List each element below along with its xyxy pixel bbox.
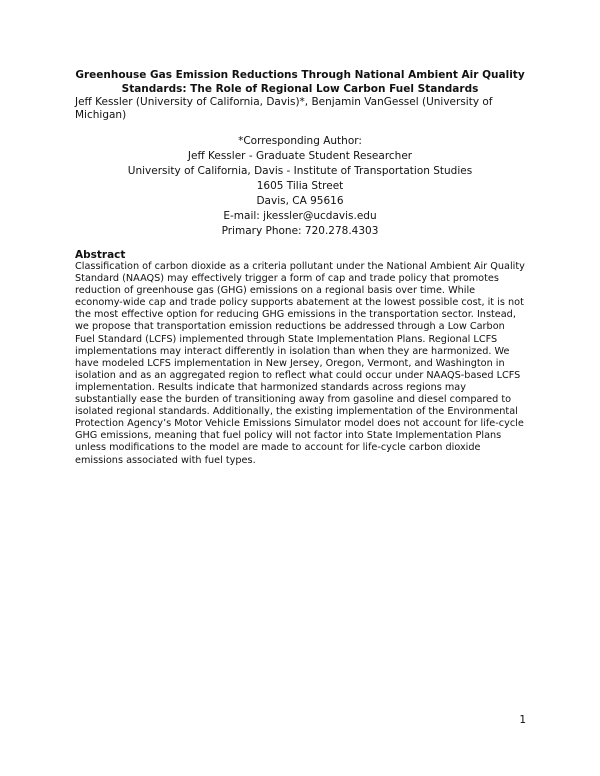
- corresponding-author-heading: *Corresponding Author:: [238, 135, 362, 147]
- street-address: 1605 Tilia Street: [256, 180, 344, 192]
- author-name-role: Jeff Kessler - Graduate Student Researcher: [187, 150, 413, 162]
- corresponding-author-block: [75, 134, 525, 239]
- author-affiliation: University of California, Davis - Institute of Transportation Studies: [127, 165, 473, 177]
- abstract-heading: Abstract: [75, 249, 126, 261]
- author-list: Jeff Kessler (University of California, Davis)*, Benjamin VanGessel (University of Michigan): [75, 96, 493, 121]
- page-number: 1: [519, 714, 526, 726]
- city-state-zip: Davis, CA 95616: [256, 195, 344, 207]
- phone-number: Primary Phone: 720.278.4303: [221, 225, 379, 237]
- paper-title: Greenhouse Gas Emission Reductions Through National Ambient Air Quality Standards: The Role of Regional Low Carbon Fuel Standards: [75, 69, 525, 95]
- abstract-text: Classification of carbon dioxide as a criteria pollutant under the National Ambient Air Quality Standard (NAAQS) may effectively trigger a form of cap and trade policy that promotes reduction of greenhouse gas (GHG) emissions on a regional basis over time. While economy-wide cap and trade policy supports abatement at the lowest possible cost, it is not the most effective option for reducing GHG emissions in the transportation sector. Instead, we propose that transportation emission reductions be addressed through a Low Carbon Fuel Standard (LCFS) implemented through State Implementation Plans. Regional LCFS implementations may interact differently in isolation than when they are harmonized. We have modeled LCFS implementation in New Jersey, Oregon, Vermont, and Washington in isolation and as an aggregated region to reflect what could occur under NAAQS-based LCFS implementation. Results indicate that harmonized standards across regions may substantially ease the burden of transitioning away from gasoline and diesel compared to isolated regional standards. Additionally, the existing implementation of the Environmental Protection Agency’s Motor Vehicle Emissions Simulator model does not account for life-cycle GHG emissions, meaning that fuel policy will not factor into State Implementation Plans unless modifications to the model are made to account for life-cycle carbon dioxide emissions associated with fuel types.: [75, 261, 525, 466]
- email-address: E-mail: jkessler@ucdavis.edu: [223, 210, 377, 222]
